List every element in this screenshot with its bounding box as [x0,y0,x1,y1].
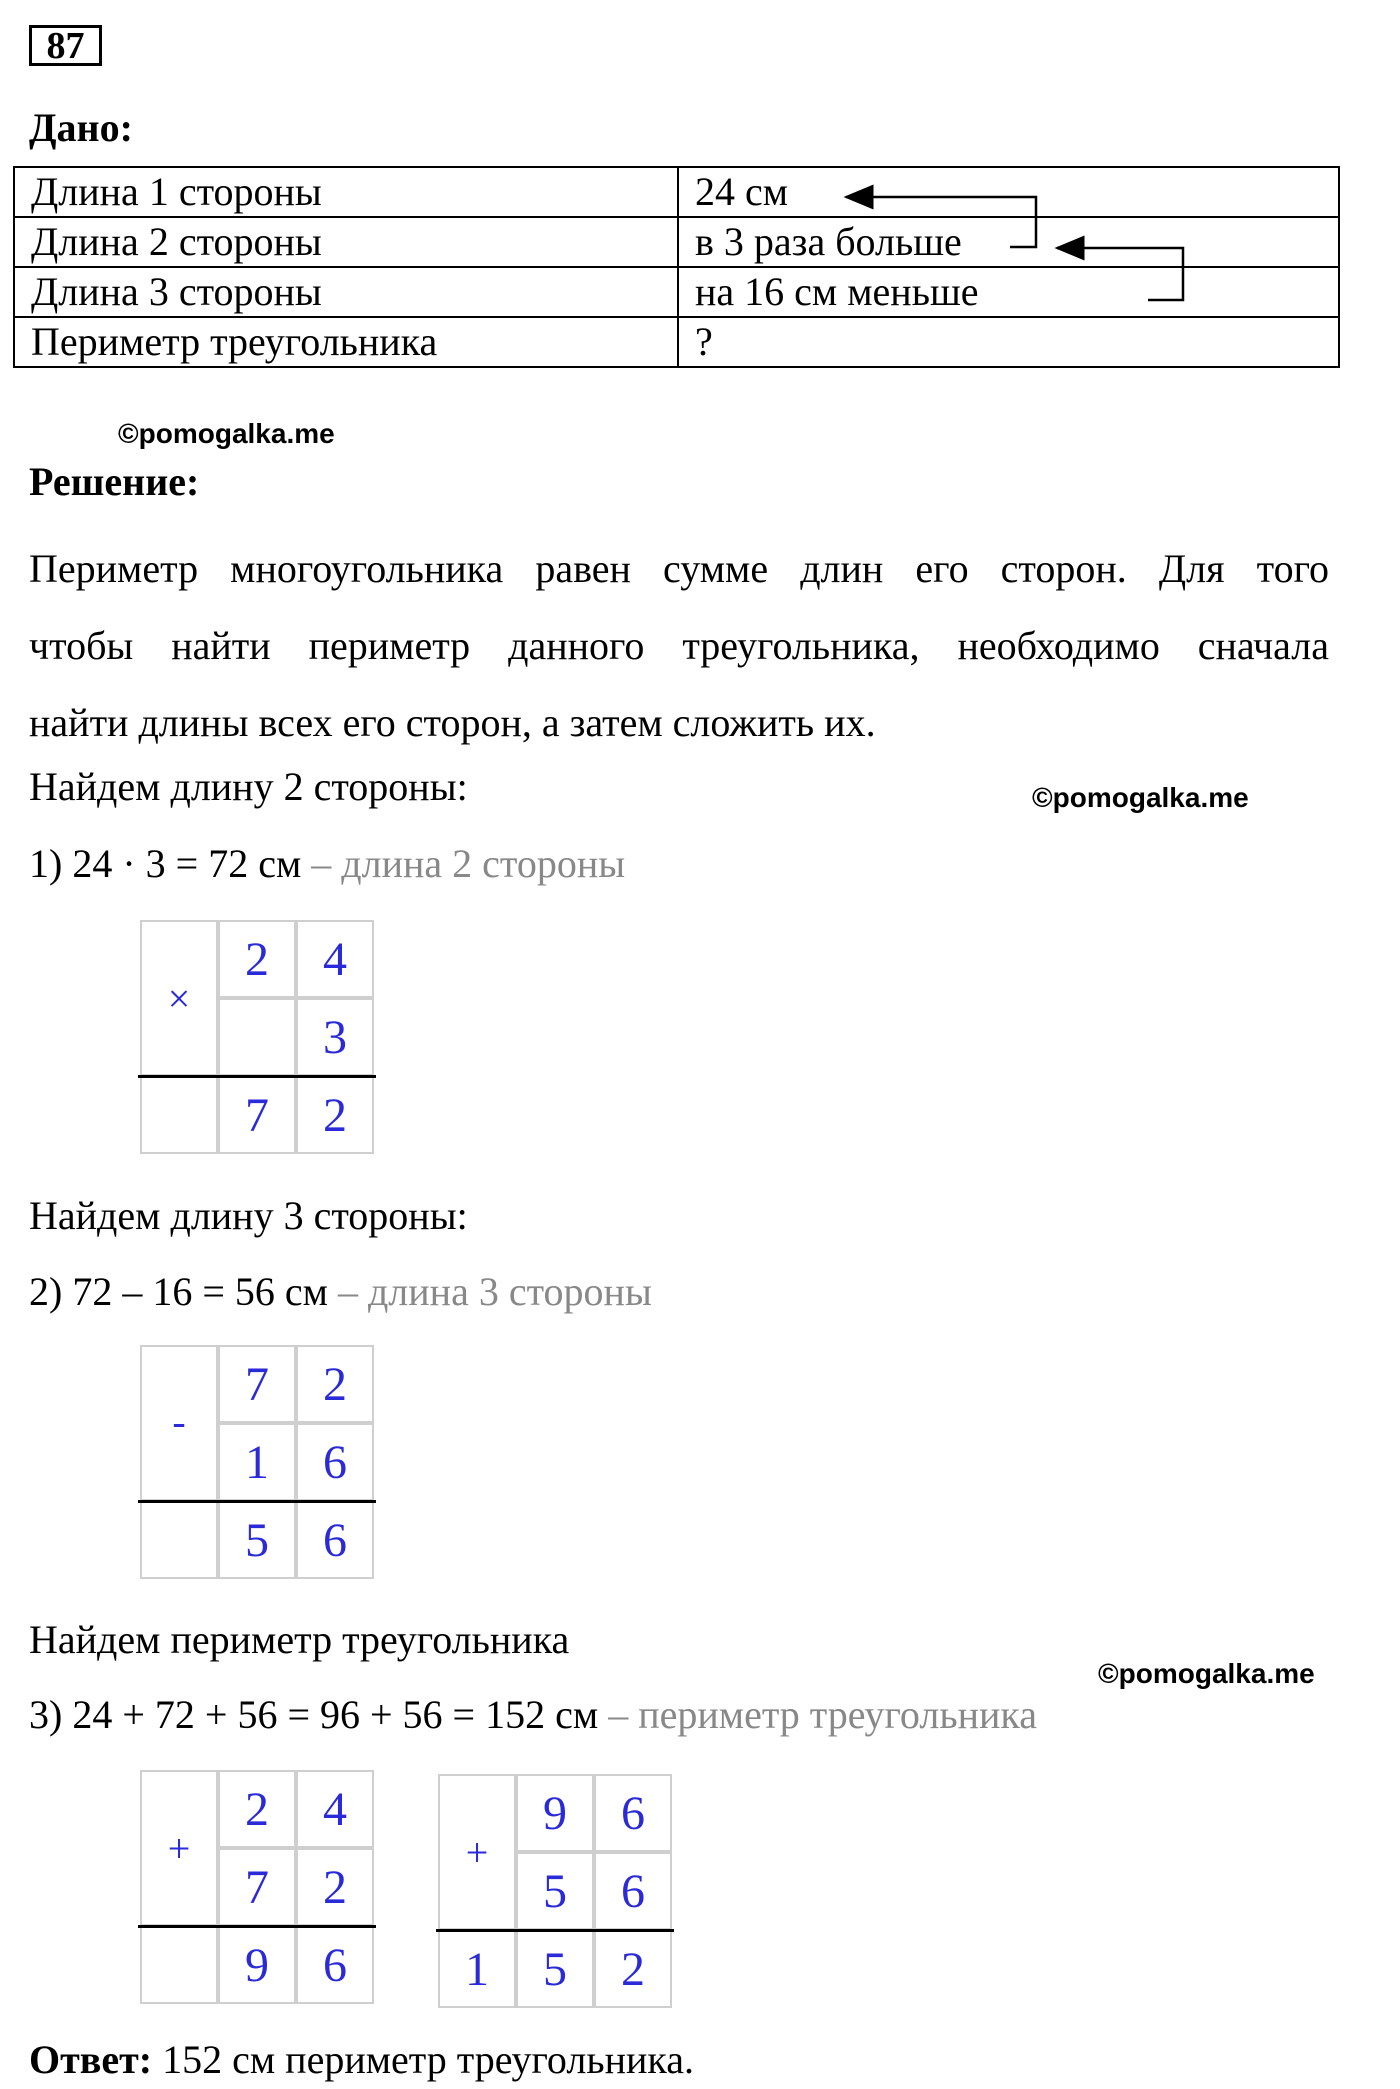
intro-line: чтобы найти периметр данного треугольника, необходимо сначала [29,623,1329,668]
digit-cell: 2 [296,1848,374,1926]
expression: 3) 24 + 72 + 56 = 96 + 56 = 152 см [29,1692,599,1737]
digit-cell: 2 [218,920,296,998]
arrow-side3-to-side2 [1057,248,1183,300]
digit-cell [218,998,296,1076]
expression-note: – длина 3 стороны [337,1269,652,1314]
operator-sign: - [140,1345,218,1501]
digit-cell: 1 [438,1930,516,2008]
given-value: 24 см [678,167,1339,217]
digit-cell: 6 [594,1852,672,1930]
expression: 1) 24 · 3 = 72 см [29,841,302,886]
digit-cell: 7 [218,1076,296,1154]
given-label: Длина 2 стороны [14,217,678,267]
step-expression [29,840,625,887]
digit-cell: 2 [594,1930,672,2008]
operator-sign: + [140,1770,218,1926]
step-expression [29,1268,652,1315]
operator-sign: + [438,1774,516,1930]
solution-heading: Решение: [29,459,200,504]
digit-cell: 4 [296,920,374,998]
digit-cell: 9 [516,1774,594,1852]
answer-label: Ответ: [29,2037,153,2082]
answer-text: 152 см периметр треугольника. [152,2037,694,2082]
given-label: Длина 3 стороны [14,267,678,317]
digit-cell: 2 [296,1076,374,1154]
result-line [138,1925,376,1928]
digit-cell: 1 [218,1423,296,1501]
digit-cell: 7 [218,1345,296,1423]
digit-cell [140,1076,218,1154]
given-value: на 16 см меньше [678,267,1339,317]
digit-cell: 4 [296,1770,374,1848]
step-heading: Найдем длину 3 стороны: [29,1193,468,1238]
intro-paragraph [29,530,1329,761]
given-value: в 3 раза больше [678,217,1339,267]
relation-arrows [0,0,1400,330]
given-heading: Дано: [29,105,133,150]
result-line [138,1500,376,1503]
expression-note: – длина 2 стороны [311,841,626,886]
problem-number: 87 [29,25,102,66]
arrow-side2-to-side1 [846,197,1036,247]
digit-cell: 6 [296,1501,374,1579]
watermark: ©pomogalka.me [1032,782,1249,813]
watermark: ©pomogalka.me [1098,1658,1315,1689]
digit-cell: 5 [218,1501,296,1579]
digit-cell: 6 [296,1423,374,1501]
watermark: ©pomogalka.me [118,418,335,449]
answer-line [29,2036,694,2083]
expression-note: – периметр треугольника [608,1692,1037,1737]
given-value: ? [678,317,1339,367]
digit-cell: 5 [516,1852,594,1930]
step-heading: Найдем периметр треугольника [29,1617,570,1662]
digit-cell: 6 [296,1926,374,2004]
digit-cell [140,1926,218,2004]
digit-cell: 2 [218,1770,296,1848]
digit-cell: 7 [218,1848,296,1926]
digit-cell [140,1501,218,1579]
expression: 2) 72 – 16 = 56 см [29,1269,328,1314]
step-heading: Найдем длину 2 стороны: [29,764,468,809]
digit-cell: 5 [516,1930,594,2008]
given-label: Периметр треугольника [14,317,678,367]
step-expression [29,1691,1037,1738]
digit-cell: 3 [296,998,374,1076]
intro-line: найти длины всех его сторон, а затем сложить их. [29,700,876,745]
result-line [138,1075,376,1078]
given-label: Длина 1 стороны [14,167,678,217]
operator-sign: × [140,920,218,1076]
intro-line: Периметр многоугольника равен сумме длин его сторон. Для того [29,546,1329,591]
result-line [436,1929,674,1932]
digit-cell: 6 [594,1774,672,1852]
digit-cell: 2 [296,1345,374,1423]
digit-cell: 9 [218,1926,296,2004]
